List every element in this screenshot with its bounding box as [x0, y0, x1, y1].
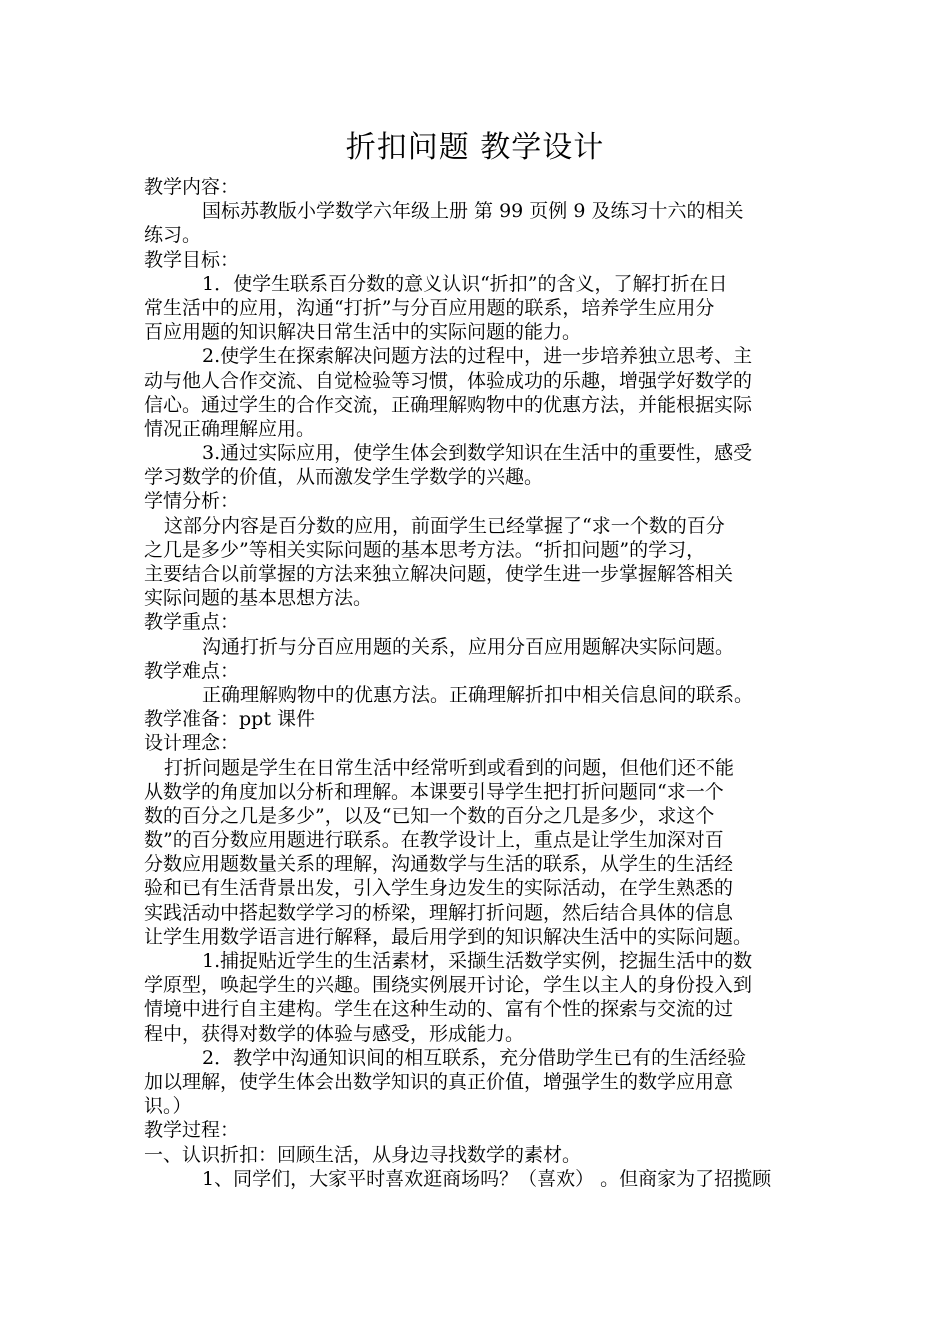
document-line: 设计理念：: [144, 732, 240, 755]
document-line: 1.捕捉贴近学生的生活素材，采撷生活数学实例，挖掘生活中的数: [202, 950, 753, 972]
document-line: 学习数学的价值，从而激发学生学数学的兴趣。: [144, 466, 544, 489]
document-line: 学情分析：: [144, 490, 240, 513]
document-line: 一、认识折扣：回顾生活，从身边寻找数学的素材。: [144, 1143, 582, 1166]
document-line: 情况正确理解应用。: [144, 417, 316, 440]
document-line: 动与他人合作交流、自觉检验等习惯，体验成功的乐趣，增强学好数学的: [144, 369, 753, 392]
document-line: 教学准备：ppt 课件: [144, 708, 316, 731]
document-line: 教学目标：: [144, 248, 240, 271]
document-line: 1．使学生联系百分数的意义认识“折扣”的含义，了解打折在日: [202, 272, 728, 295]
document-line: 分数应用题数量关系的理解，沟通数学与生活的联系，从学生的生活经: [144, 853, 734, 876]
document-line: 学原型，唤起学生的兴趣。围绕实例展开讨论，学生以主人的身份投入到: [144, 974, 753, 997]
document-line: 国标苏教版小学数学六年级上册 第 99 页例 9 及练习十六的相关: [202, 200, 744, 223]
document-line: 3.通过实际应用，使学生体会到数学知识在生活中的重要性，感受: [202, 442, 753, 465]
document-line: 沟通打折与分百应用题的关系，应用分百应用题解决实际问题。: [202, 635, 735, 658]
document-line: 数”的百分数应用题进行联系。在教学设计上，重点是让学生加深对百: [144, 829, 724, 852]
document-line: 这部分内容是百分数的应用，前面学生已经掌握了“求一个数的百分: [164, 514, 725, 537]
document-line: 程中，获得对数学的体验与感受，形成能力。: [144, 1022, 525, 1045]
document-line: 教学重点：: [144, 611, 240, 634]
document-line: 1、同学们，大家平时喜欢逛商场吗？（喜欢） 。但商家为了招揽顾: [202, 1167, 772, 1190]
document-line: 正确理解购物中的优惠方法。正确理解折扣中相关信息间的联系。: [202, 683, 754, 706]
document-line: 2.使学生在探索解决问题方法的过程中，进一步培养独立思考、主: [202, 345, 753, 368]
document-line: 加以理解，使学生体会出数学知识的真正价值，增强学生的数学应用意: [144, 1070, 734, 1093]
document-body: [144, 175, 834, 1191]
document-line: 教学难点：: [144, 659, 240, 682]
document-line: 教学内容：: [144, 176, 240, 198]
document-line: 百应用题的知识解决日常生活中的实际问题的能力。: [144, 321, 582, 344]
document-line: 从数学的角度加以分析和理解。本课要引导学生把打折问题同“求一个: [144, 780, 724, 803]
document-line: 实践活动中搭起数学学习的桥梁，理解打折问题，然后结合具体的信息: [144, 901, 734, 924]
document-line: 验和已有生活背景出发，引入学生身边发生的实际活动，在学生熟悉的: [144, 877, 734, 900]
document-line: 主要结合以前掌握的方法来独立解决问题，使学生进一步掌握解答相关: [144, 563, 734, 585]
document-line: 数的百分之几是多少”，以及“已知一个数的百分之几是多少，求这个: [144, 804, 715, 827]
document-line: 让学生用数学语言进行解释，最后用学到的知识解决生活中的实际问题。: [144, 925, 753, 948]
document-line: 教学过程：: [144, 1119, 240, 1142]
document-line: 2．教学中沟通知识间的相互联系，充分借助学生已有的生活经验: [202, 1046, 747, 1069]
document-line: 情境中进行自主建构。学生在这种生动的、富有个性的探索与交流的过: [144, 998, 734, 1021]
document-line: 识。）: [144, 1095, 192, 1118]
document-title: 折扣问题 教学设计: [345, 130, 605, 165]
document-line: 实际问题的基本思想方法。: [144, 587, 373, 610]
document-line: 打折问题是学生在日常生活中经常听到或看到的问题，但他们还不能: [164, 756, 735, 779]
document-line: 之几是多少”等相关实际问题的基本思考方法。“折扣问题”的学习，: [144, 538, 706, 561]
document-line: 信心。通过学生的合作交流，正确理解购物中的优惠方法，并能根据实际: [144, 393, 753, 416]
document-line: 练习。: [144, 224, 202, 247]
document-line: 常生活中的应用，沟通“打折”与分百应用题的联系，培养学生应用分: [144, 296, 715, 319]
